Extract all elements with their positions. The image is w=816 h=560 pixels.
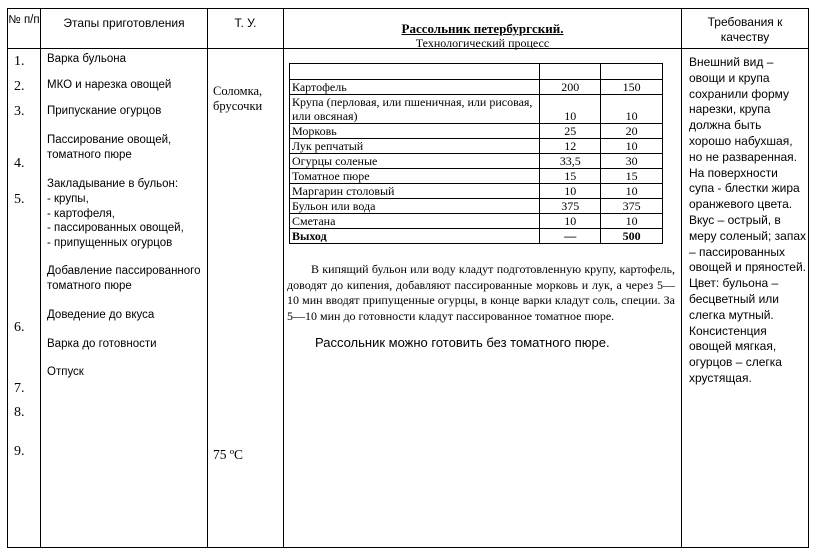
stage-text: Варка бульона <box>47 53 127 65</box>
table-row <box>290 64 663 80</box>
step-number: 4. <box>14 156 25 171</box>
stage-text: МКО и нарезка овощей <box>47 79 172 91</box>
ingredient-name: Маргарин столовый <box>290 184 540 199</box>
stage-text: Доведение до вкуса <box>47 309 155 321</box>
cut-type-line: Соломка, <box>213 84 263 98</box>
stage-text: Закладывание в бульон: <box>47 178 179 190</box>
table-row <box>290 139 663 154</box>
table-bottom-border <box>7 547 808 548</box>
ingredient-gross: 200 <box>540 80 601 95</box>
table-row <box>290 95 663 124</box>
ingredient-net <box>601 64 663 80</box>
requirement-line: Цвет: бульона – <box>689 276 779 291</box>
header-tu: Т. У. <box>234 16 257 30</box>
col-border-4 <box>681 8 682 548</box>
stage-text: - припущенных огурцов <box>47 237 173 249</box>
requirement-line: огурцов – слегка <box>689 355 782 370</box>
ingredient-name: Томатное пюре <box>290 169 540 184</box>
table-row <box>290 184 663 199</box>
ingredient-table <box>289 63 663 244</box>
stage-text: томатного пюре <box>47 149 132 161</box>
requirement-line: супа - блестки жира <box>689 181 800 196</box>
header-num: № п/п <box>8 14 40 26</box>
stage-text: - пассированных овощей, <box>47 222 184 234</box>
step-number: 7. <box>14 381 25 396</box>
step-number: 3. <box>14 104 25 119</box>
ingredient-gross: 15 <box>540 169 601 184</box>
ingredient-net: 20 <box>601 124 663 139</box>
step-number: 8. <box>14 405 25 420</box>
ingredient-gross: 10 <box>540 184 601 199</box>
header-requirements: Требования к качеству <box>707 15 783 44</box>
col-border-1 <box>40 8 41 548</box>
col-border-2 <box>207 8 208 548</box>
requirement-line: сохранили форму <box>689 86 789 101</box>
stage-text: Припускание огурцов <box>47 105 162 117</box>
ingredient-gross: 33,5 <box>540 154 601 169</box>
ingredient-net: 10 <box>601 214 663 229</box>
ingredient-net: 15 <box>601 169 663 184</box>
table-row <box>290 80 663 95</box>
requirement-line: бесцветный или <box>689 291 779 306</box>
table-row <box>290 169 663 184</box>
table-row <box>290 154 663 169</box>
ingredient-gross: — <box>540 229 601 244</box>
ingredient-name: Выход <box>290 229 540 244</box>
ingredient-net: 30 <box>601 154 663 169</box>
requirement-line: – пассированных <box>689 244 786 259</box>
table-row <box>290 124 663 139</box>
requirement-line: слегка мутный. <box>689 307 774 322</box>
step-number: 9. <box>14 444 25 459</box>
requirement-line: овощей и пряностей. <box>689 260 806 275</box>
process-note: Рассольник можно готовить без томатного пюре. <box>315 335 610 350</box>
ingredient-name <box>290 64 540 80</box>
ingredient-name: Морковь <box>290 124 540 139</box>
requirement-line: меру соленый; запах <box>689 228 806 243</box>
requirement-line: овощей мягкая, <box>689 339 777 354</box>
process-description: В кипящий бульон или воду кладут подготовленную крупу, картофель, доводят до кипения, добавляют пассированные морковь и лук, а через 5—10 мин вводят припущенные огурцы, в конце варки кладут соль, специи. За 5—10 мин до готовности кладут пассированное томатное пюре. <box>287 262 675 323</box>
ingredient-net: 500 <box>601 229 663 244</box>
requirement-line: хрустящая. <box>689 370 752 385</box>
stage-text: томатного пюре <box>47 280 132 292</box>
table-row <box>290 199 663 214</box>
cut-type <box>213 84 262 114</box>
ingredient-name: Огурцы соленые <box>290 154 540 169</box>
step-number: 5. <box>14 192 25 207</box>
ingredient-gross: 10 <box>540 95 601 124</box>
ingredient-gross: 375 <box>540 199 601 214</box>
requirement-line: Консистенция <box>689 323 767 338</box>
requirement-line: овощи и крупа <box>689 70 770 85</box>
requirement-line: но не разваренная. <box>689 149 798 164</box>
ingredient-net: 10 <box>601 184 663 199</box>
requirement-line: оранжевого цвета. <box>689 197 793 212</box>
recipe-subtitle: Технологический процесс <box>415 36 550 50</box>
ingredient-net: 375 <box>601 199 663 214</box>
stage-text: Пассирование овощей, <box>47 134 172 146</box>
ingredient-name: Лук репчатый <box>290 139 540 154</box>
table-row <box>290 214 663 229</box>
serving-temperature: 75 ºС <box>213 447 244 462</box>
recipe-title: Рассольник петербургский. <box>401 21 564 36</box>
ingredient-name: Картофель <box>290 80 540 95</box>
stage-text: Отпуск <box>47 366 84 378</box>
requirement-line: хорошо набухшая, <box>689 133 793 148</box>
ingredient-net: 10 <box>601 95 663 124</box>
stage-text: Добавление пассированного <box>47 265 201 277</box>
ingredient-gross: 12 <box>540 139 601 154</box>
ingredient-gross <box>540 64 601 80</box>
requirement-line: нарезки, крупа <box>689 102 771 117</box>
table-top-border <box>7 8 808 9</box>
requirement-line: должна быть <box>689 118 762 133</box>
step-number: 1. <box>14 54 25 69</box>
stage-text: - картофеля, <box>47 208 115 220</box>
stage-text: Варка до готовности <box>47 338 157 350</box>
col-border-3 <box>283 8 284 548</box>
ingredient-name: Сметана <box>290 214 540 229</box>
ingredient-net: 150 <box>601 80 663 95</box>
col-border-0 <box>7 8 8 548</box>
table-row-total <box>290 229 663 244</box>
ingredient-net: 10 <box>601 139 663 154</box>
step-number: 6. <box>14 320 25 335</box>
quality-requirements <box>689 55 807 387</box>
ingredient-gross: 10 <box>540 214 601 229</box>
cut-type-line: брусочки <box>213 99 263 113</box>
requirement-line: На поверхности <box>689 165 778 180</box>
header-stages: Этапы приготовления <box>63 16 185 30</box>
ingredient-name: Бульон или вода <box>290 199 540 214</box>
step-number: 2. <box>14 79 25 94</box>
col-border-5 <box>808 8 809 548</box>
stage-text: - крупы, <box>47 193 89 205</box>
ingredient-name: Крупа (перловая, или пшеничная, или рисовая, или овсяная) <box>290 95 540 124</box>
requirement-line: Внешний вид – <box>689 55 774 69</box>
requirement-line: Вкус – острый, в <box>689 212 781 227</box>
ingredient-gross: 25 <box>540 124 601 139</box>
